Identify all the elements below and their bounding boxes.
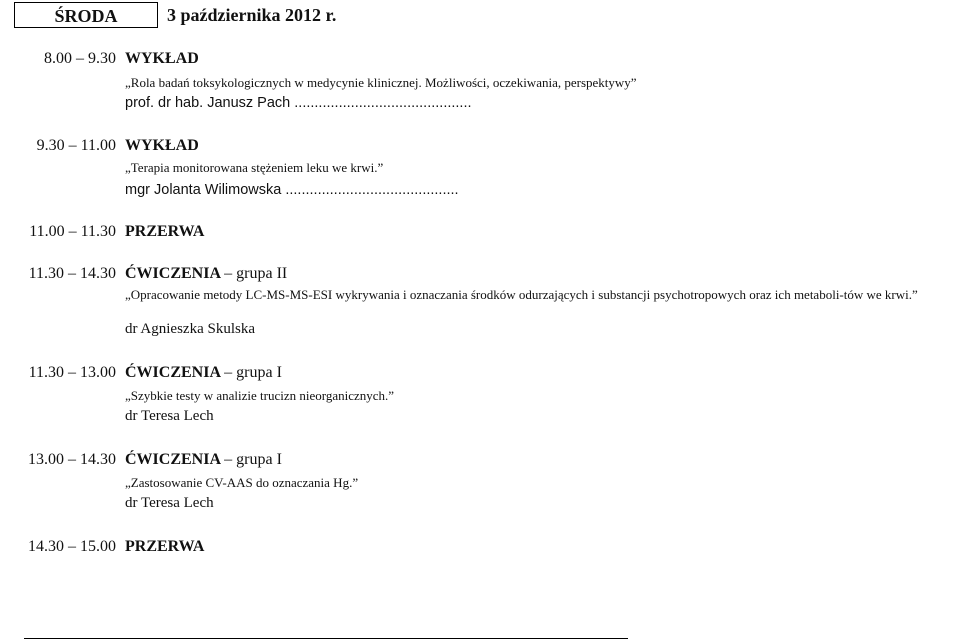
entry-title: PRZERWA bbox=[125, 223, 205, 240]
entry-title: WYKŁAD bbox=[125, 50, 199, 67]
entry-description: „Rola badań toksykologicznych w medycynie klinicznej. Możliwości, oczekiwania, perspektywy” bbox=[125, 75, 637, 90]
entry-time: 8.00 – 9.30 bbox=[44, 50, 116, 67]
entry-title: ĆWICZENIA – grupa II bbox=[125, 265, 288, 282]
entry-lecturer: mgr Jolanta Wilimowska ........................................... bbox=[125, 182, 459, 198]
entry-title: PRZERWA bbox=[125, 538, 205, 555]
entry-description: „Szybkie testy w analizie trucizn nieorganicznych.” bbox=[125, 388, 395, 403]
footer-divider bbox=[24, 638, 628, 639]
entry-time: 11.30 – 14.30 bbox=[28, 265, 116, 282]
day-box bbox=[14, 2, 158, 28]
header-date: 3 października 2012 r. bbox=[167, 5, 337, 25]
entry-description: „Zastosowanie CV-AAS do oznaczania Hg.” bbox=[125, 475, 359, 490]
entry-title: ĆWICZENIA – grupa I bbox=[125, 451, 282, 468]
entry-title: ĆWICZENIA – grupa I bbox=[125, 364, 282, 381]
entry-description: „Terapia monitorowana stężeniem leku we krwi.” bbox=[125, 160, 384, 175]
entry-title: WYKŁAD bbox=[125, 137, 199, 154]
entry-time: 11.30 – 13.00 bbox=[28, 364, 116, 381]
entry-time: 9.30 – 11.00 bbox=[36, 137, 116, 154]
entry-lecturer: dr Agnieszka Skulska bbox=[125, 321, 255, 337]
entry-lecturer: dr Teresa Lech bbox=[125, 408, 214, 424]
entry-time: 13.00 – 14.30 bbox=[28, 451, 116, 468]
day-label: ŚRODA bbox=[54, 6, 118, 26]
entry-lecturer: prof. dr hab. Janusz Pach ............................................ bbox=[125, 95, 472, 111]
entry-time: 11.00 – 11.30 bbox=[29, 223, 116, 240]
entry-description: „Opracowanie metody LC-MS-MS-ESI wykrywania i oznaczania środków odurzających i substancji psychotropowych oraz ich metaboli-tów we krwi.” bbox=[125, 287, 918, 302]
entry-time: 14.30 – 15.00 bbox=[28, 538, 116, 555]
entry-lecturer: dr Teresa Lech bbox=[125, 495, 214, 511]
